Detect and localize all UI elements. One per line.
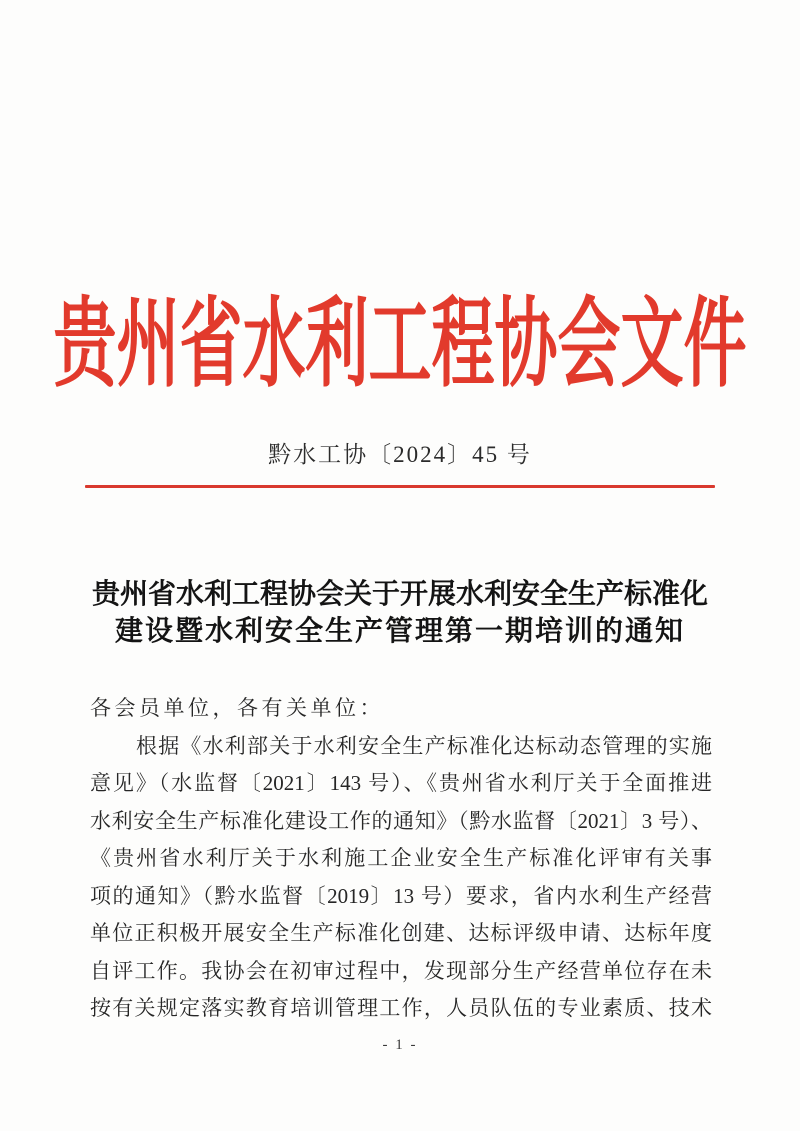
body-line: 项的通知》（黔水监督〔2019〕13 号）要求，省内水利生产经营 xyxy=(90,883,712,908)
body-line: 根据《水利部关于水利安全生产标准化达标动态管理的实施 xyxy=(136,733,712,758)
salutation-line: 各会员单位，各有关单位： xyxy=(90,696,384,720)
notice-title-line-2: 建设暨水利安全生产管理第一期培训的通知 xyxy=(114,616,685,647)
notice-title-line-1: 贵州省水利工程协会关于开展水利安全生产标准化 xyxy=(91,579,708,610)
body-line: 《贵州省水利厅关于水利施工企业安全生产标准化评审有关事 xyxy=(90,846,712,870)
page-number: - 1 - xyxy=(382,1037,418,1053)
body-line: 自评工作。我协会在初审过程中，发现部分生产经营单位存在未 xyxy=(90,958,712,983)
body-line: 单位正积极开展安全生产标准化创建、达标评级申请、达标年度 xyxy=(90,921,712,945)
body-line: 按有关规定落实教育培训管理工作，人员队伍的专业素质、技术 xyxy=(90,996,712,1020)
doc-number: 黔水工协〔2024〕45 号 xyxy=(268,442,532,467)
body-line: 水利安全生产标准化建设工作的通知》（黔水监督〔2021〕3 号）、 xyxy=(90,808,712,833)
notice-body xyxy=(90,690,712,1028)
letterhead xyxy=(0,272,800,400)
notice-title xyxy=(0,576,800,650)
red-divider-line xyxy=(85,485,715,488)
letterhead-org-title: 贵州省水利工程协会文件 xyxy=(53,290,747,399)
body-line: 意见》（水监督〔2021〕143 号）、《贵州省水利厅关于全面推进 xyxy=(90,771,712,795)
